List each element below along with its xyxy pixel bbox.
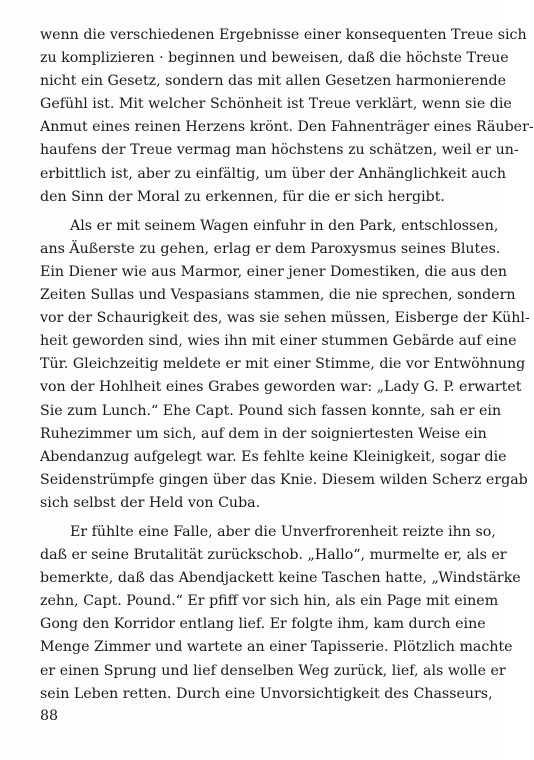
text-line: zehn, Capt. Pound.“ Er pfiff vor sich hin, als ein Page mit einem: [40, 593, 499, 610]
text-line: Er fühlte eine Falle, aber die Unverfrorenheit reizte ihn so,: [70, 523, 496, 540]
page-number: 88: [40, 708, 59, 724]
text-line: Als er mit seinem Wagen einfuhr in den Park, entschlossen,: [70, 217, 499, 234]
text-line: heit geworden sind, wies ihn mit einer stummen Gebärde auf eine: [40, 333, 517, 350]
text-line: haufens der Treue vermag man höchstens zu schätzen, weil er un-: [40, 142, 519, 159]
paragraph: [40, 521, 521, 706]
text-line: nicht ein Gesetz, sondern das mit allen Gesetzen harmonierende: [40, 73, 506, 90]
text-line: Ruhezimmer um sich, auf dem in der soigniertesten Weise ein: [40, 425, 487, 442]
text-line: erbittlich ist, aber zu einfältig, um über der Anhänglichkeit auch: [40, 165, 506, 182]
text-line: Menge Zimmer und wartete an einer Tapisserie. Plötzlich machte: [40, 639, 513, 656]
text-line: wenn die verschiedenen Ergebnisse einer konsequenten Treue sich: [40, 27, 527, 43]
text-line: Sie zum Lunch.“ Ehe Capt. Pound sich fassen konnte, sah er ein: [40, 402, 502, 419]
text-line: daß er seine Brutalität zurückschob. „Hallo“, murmelte er, als er: [40, 547, 507, 564]
text-line: Gefühl ist. Mit welcher Schönheit ist Treue verklärt, wenn sie die: [40, 96, 512, 113]
paragraph: [40, 215, 530, 515]
text-line: von der Hohlheit eines Grabes geworden war: „Lady G. P. erwartet: [40, 379, 522, 396]
text-line: er einen Sprung und lief denselben Weg zurück, lief, als wolle er: [40, 662, 506, 679]
paragraph: [40, 24, 534, 209]
text-line: den Sinn der Moral zu erkennen, für die er sich hergibt.: [40, 188, 445, 205]
text-line: Anmut eines reinen Herzens krönt. Den Fahnenträger eines Räuber-: [40, 119, 534, 136]
text-line: sein Leben retten. Durch eine Unvorsichtigkeit des Chasseurs,: [40, 685, 493, 702]
text-line: Gong den Korridor entlang lief. Er folgte ihm, kam durch eine: [40, 616, 486, 633]
text-line: Ein Diener wie aus Marmor, einer jener Domestiken, die aus den: [40, 263, 507, 280]
text-line: sich selbst der Held von Cuba.: [40, 494, 261, 511]
text-line: Abendanzug aufgelegt war. Es fehlte keine Kleinigkeit, sogar die: [40, 448, 507, 465]
text-line: Tür. Gleichzeitig meldete er mit einer Stimme, die vor Entwöhnung: [40, 356, 526, 373]
text-line: zu komplizieren · beginnen und beweisen, daß die höchste Treue: [40, 50, 509, 67]
body-text: [40, 24, 534, 712]
text-line: vor der Schaurigkeit des, was sie sehen müssen, Eisberge der Kühl-: [40, 310, 530, 327]
text-line: Zeiten Sullas und Vespasians stammen, die nie sprechen, sondern: [40, 287, 516, 304]
text-line: Seidenstrümpfe gingen über das Knie. Diesem wilden Scherz ergab: [40, 471, 528, 488]
text-line: bemerkte, daß das Abendjackett keine Taschen hatte, „Windstärke: [40, 570, 521, 587]
text-line: ans Äußerste zu gehen, erlag er dem Paroxysmus seines Blutes.: [40, 240, 501, 257]
